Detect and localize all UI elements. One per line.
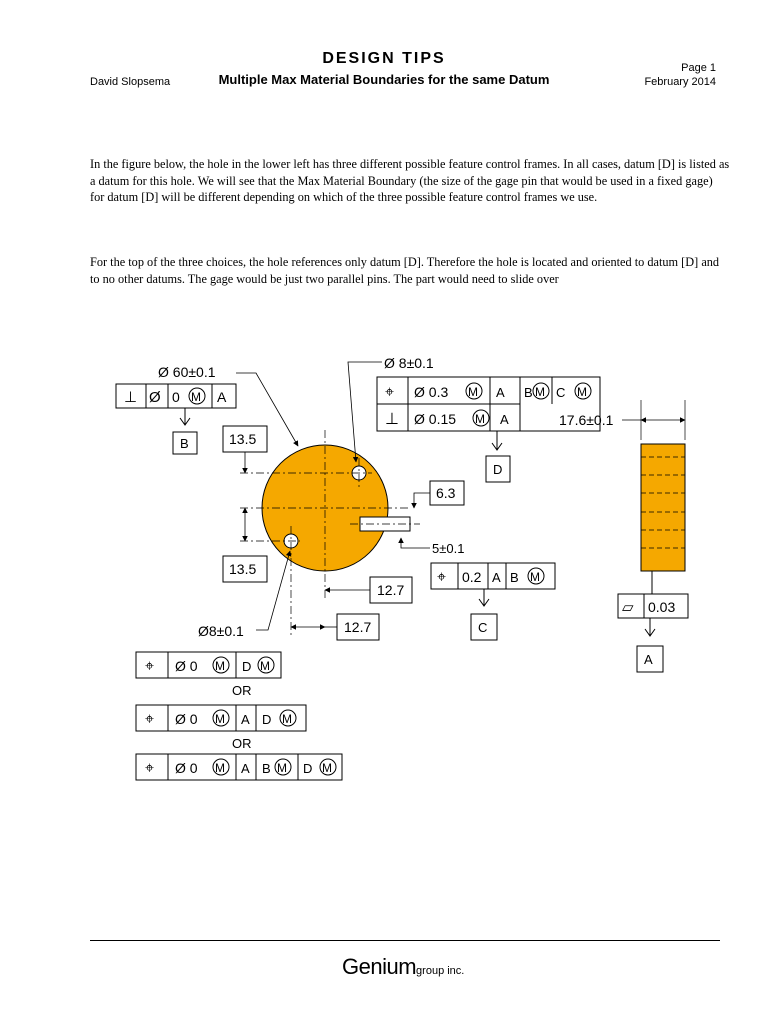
- dim-12-7-a: 12.7: [377, 582, 405, 598]
- fcf-cell-text: ⊥: [124, 389, 138, 406]
- fcf-cell-text: M: [475, 412, 485, 426]
- fcf-cell-text: 0.2: [462, 569, 482, 585]
- fcf-cell-text: M: [322, 761, 332, 775]
- fcf-cell-text: Ø 0.3: [414, 384, 449, 400]
- fcf-cell-text: Ø 0: [175, 760, 198, 776]
- fcf-cell-text: ▱: [622, 599, 634, 616]
- fcf-cell-text: M: [535, 385, 545, 399]
- fcf-cell-text: A: [500, 412, 509, 427]
- fcf-cell-text: M: [282, 712, 292, 726]
- fcf-cell-text: C: [556, 385, 566, 400]
- fcf-cell-text: ⌖: [145, 760, 155, 777]
- fcf-cell-text: A: [492, 570, 501, 585]
- fcf-cell-text: ⌖: [145, 658, 155, 675]
- fcf-cell-text: ⌖: [385, 384, 395, 401]
- dim-6-3: 6.3: [436, 485, 456, 501]
- fcf-cell-text: ⌖: [145, 711, 155, 728]
- datum-a: A: [644, 652, 653, 667]
- footer-divider: [90, 940, 720, 941]
- document-date: February 2014: [644, 76, 716, 88]
- fcf-cell-text: B: [510, 570, 519, 585]
- side-view: [641, 444, 685, 571]
- fcf-cell-text: M: [577, 385, 587, 399]
- choice-3-fcf: [136, 754, 342, 780]
- fcf-cell-text: M: [215, 712, 225, 726]
- document-title: DESIGN TIPS: [322, 50, 446, 67]
- page-number: Page 1: [681, 62, 716, 74]
- fcf-cell-text: M: [468, 385, 478, 399]
- company-logo: [342, 954, 464, 980]
- slot-width-label: 5±0.1: [432, 541, 465, 556]
- slot-fcf: [431, 563, 555, 589]
- fcf-cell-text: M: [215, 659, 225, 673]
- or-separator-1: OR: [232, 683, 252, 698]
- fcf-cell-text: 0: [172, 389, 180, 405]
- fcf-cell-text: M: [277, 761, 287, 775]
- author-name: David Slopsema: [90, 76, 171, 88]
- datum-d: D: [493, 462, 503, 477]
- fcf-cell-text: M: [260, 659, 270, 673]
- fcf-cell-text: M: [530, 570, 540, 584]
- fcf-cell-text: Ø 0.15: [414, 411, 457, 427]
- body-paragraph-2: For the top of the three choices, the hole references only datum [D]. Therefore the hole is located and oriented to datum [D] and to no other datums. The gage would be just two parallel pins. The part would need to slide over: [90, 255, 720, 286]
- fcf-cell-text: M: [191, 390, 201, 404]
- fcf-cell-text: D: [303, 761, 313, 776]
- flatness-fcf: [618, 594, 688, 618]
- choice-1-fcf: [136, 652, 281, 678]
- fcf-cell-text: B: [262, 761, 271, 776]
- thickness-label: 17.6±0.1: [559, 412, 614, 428]
- fcf-cell-text: 0.03: [648, 599, 676, 615]
- bottom-hole-dia-label: Ø8±0.1: [198, 623, 244, 639]
- top-hole-dia-label: Ø 8±0.1: [384, 355, 434, 371]
- fcf-cell-text: Ø 0: [175, 658, 198, 674]
- fcf-cell-text: B: [524, 385, 533, 400]
- datum-b: B: [180, 436, 189, 451]
- fcf-cell-text: ⌖: [437, 569, 447, 586]
- body-paragraph-1: In the figure below, the hole in the lower left has three different possible feature control frames. In all cases, datum [D] is listed as a datum for this hole. We will see that the Max Material Boundary (the size of the gage pin that would be used in a fixed gage) for datum [D] will be different depending on which of the three possible feature control frames we use.: [90, 157, 730, 204]
- dim-12-7-b: 12.7: [344, 619, 372, 635]
- fcf-cell-text: A: [496, 385, 505, 400]
- fcf-cell-text: A: [241, 761, 250, 776]
- fcf-cell-text: M: [215, 761, 225, 775]
- dim-13-5-top: 13.5: [229, 431, 257, 447]
- large-fcf: [116, 384, 236, 408]
- fcf-cell-text: Ø: [149, 389, 161, 406]
- or-separator-2: OR: [232, 736, 252, 751]
- fcf-cell-text: A: [217, 389, 227, 405]
- fcf-cell-text: A: [241, 712, 250, 727]
- fcf-cell-text: D: [242, 659, 252, 674]
- choice-2-fcf: [136, 705, 306, 731]
- document-subtitle: Multiple Max Material Boundaries for the same Datum: [218, 72, 550, 87]
- datum-c: C: [478, 620, 488, 635]
- fcf-cell-text: D: [262, 712, 272, 727]
- fcf-cell-text: ⊥: [385, 411, 399, 428]
- logo-main-text: Genium: [342, 954, 417, 979]
- large-dia-label: Ø 60±0.1: [158, 364, 216, 380]
- dim-13-5-bottom: 13.5: [229, 561, 257, 577]
- fcf-cell-text: Ø 0: [175, 711, 198, 727]
- logo-sub-text: group inc.: [416, 965, 465, 977]
